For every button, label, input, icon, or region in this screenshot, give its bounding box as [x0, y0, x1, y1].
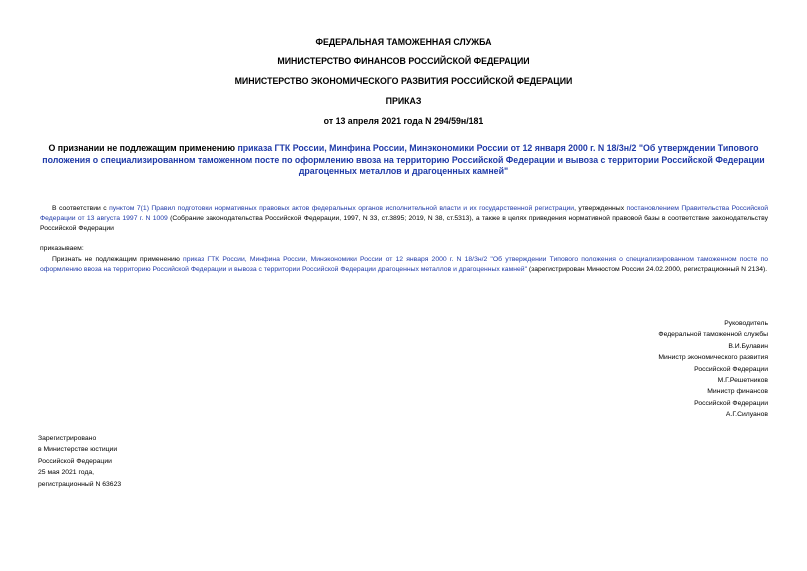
signature-line: Министр финансов: [707, 388, 768, 396]
signature-line: Российской Федерации: [694, 399, 768, 407]
registration-line: Российской Федерации: [38, 457, 112, 465]
signature-line: А.Г.Силуанов: [725, 411, 768, 419]
title-link[interactable]: приказа ГТК России, Минфина России, Минэкономики России от 12 января 2000 г. N 18/3н/2 "Об утверждении Типового положения о специализированном таможенном посте по оформлению ввоза на территорию Российской Федерации и вывоза с территории Российской Федерации драгоценных металлов и драгоценных камней": [42, 143, 765, 176]
title-prefix: О признании не подлежащим применению: [48, 143, 238, 153]
registration-line: в Министерстве юстиции: [38, 446, 118, 454]
body-paragraph: [40, 255, 768, 275]
signature-line: Федеральной таможенной службы: [658, 331, 768, 339]
preamble-link-resolution[interactable]: постановлением Правительства Российской Федерации от 13 августа 1997 г. N 1009: [40, 205, 769, 222]
agency-mineconomy: МИНИСТЕРСТВО ЭКОНОМИЧЕСКОГО РАЗВИТИЯ РОССИЙСКОЙ ФЕДЕРАЦИИ: [234, 76, 573, 86]
document-type: ПРИКАЗ: [385, 96, 422, 106]
body-text-1: Признать не подлежащим применению: [52, 256, 184, 263]
body-text-2: (зарегистрирован Минюстом России 24.02.2000, регистрационный N 2134).: [527, 266, 768, 273]
preamble-text-2: , утвержденных: [574, 205, 627, 212]
registration-line: регистрационный N 63623: [38, 480, 122, 488]
date-number: от 13 апреля 2021 года N 294/59н/181: [323, 116, 484, 126]
signature-block: [658, 318, 768, 421]
preamble-text-1: В соответствии с: [52, 205, 110, 212]
signature-line: М.Г.Решетников: [717, 377, 768, 385]
agency-minfin: МИНИСТЕРСТВО ФИНАНСОВ РОССИЙСКОЙ ФЕДЕРАЦИИ: [277, 56, 530, 66]
registration-line: 25 мая 2021 года,: [38, 469, 95, 477]
signature-line: Министр экономического развития: [658, 354, 768, 362]
registration-line: Зарегистрировано: [38, 435, 97, 442]
document-title: [40, 143, 767, 178]
signature-line: Российской Федерации: [694, 365, 768, 373]
preamble-paragraph: [40, 204, 768, 234]
preamble-text-3: (Собрание законодательства Российской Федерации, 1997, N 33, ст.3895; 2019, N 38, ст.5313), а также в целях приведения нормативной правовой базы в соответствие законодательству Российской Федерации: [40, 215, 768, 232]
registration-block: [38, 433, 121, 490]
signature-line: Руководитель: [724, 320, 768, 327]
preamble-link-rules[interactable]: пунктом 7(1) Правил подготовки нормативных правовых актов федеральных органов исполнительной власти и их государственной регистрации: [109, 205, 575, 212]
body-link-order[interactable]: приказ ГТК России, Минфина России, Минэкономики России от 12 января 2000 г. N 18/3н/2 "Об утверждении Типового положения о специализированном таможенном посте по оформлению ввоза на территорию Российской Федерации и вывоза с территории Российской Федерации драгоценных металлов и драгоценных камней": [40, 256, 768, 273]
agency-fts: ФЕДЕРАЛЬНАЯ ТАМОЖЕННАЯ СЛУЖБА: [315, 37, 492, 47]
signature-line: В.И.Булавин: [728, 342, 768, 350]
order-word: приказываем:: [40, 245, 84, 252]
